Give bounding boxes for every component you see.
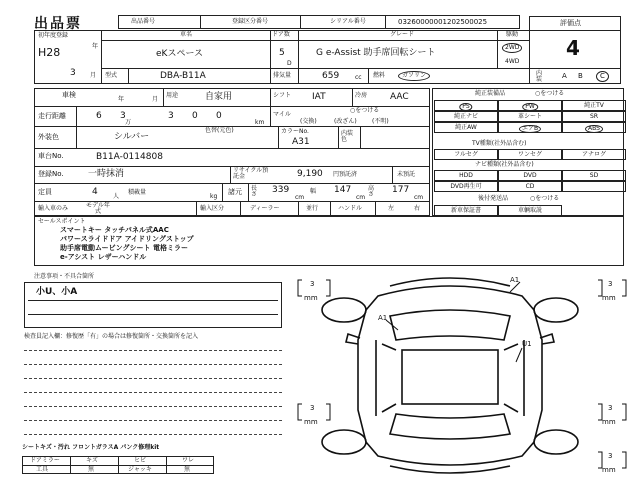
- int-color-label: 内装色: [341, 130, 354, 143]
- interior-c: C: [596, 71, 609, 82]
- inspector-label: 検査員記入欄：修復歴「有」の場合は修復箇所・交換箇所を記入: [24, 333, 199, 340]
- disp-value: 659: [322, 71, 340, 81]
- sales-point-label: セールスポイント: [38, 218, 86, 225]
- height-value: 177: [392, 185, 410, 195]
- equipment-cell: [562, 122, 626, 133]
- first-reg-month: 3: [70, 68, 76, 78]
- svg-text:mm: mm: [602, 418, 616, 426]
- exhibit-no-label: 出品番号: [131, 18, 156, 25]
- equipment-cell: [434, 181, 498, 192]
- inspection-label: 車検: [62, 91, 76, 99]
- mark-u1: U1: [522, 340, 532, 348]
- recycle-label: リサイクル預託金: [233, 167, 269, 180]
- first-reg-label: 初年度登録: [38, 32, 69, 39]
- notes-handwritten: 小U、小A: [36, 287, 78, 297]
- interior-a: A: [562, 72, 567, 80]
- car-diagram: [290, 270, 630, 478]
- notes-label: 注意事項・不具合箇所: [34, 273, 95, 280]
- odometer-digit: 6: [96, 111, 102, 121]
- interior-b: B: [578, 72, 583, 80]
- equipment-item: DVD再生可: [450, 183, 482, 190]
- svg-text:mm: mm: [304, 294, 318, 302]
- use-value: 自家用: [205, 92, 233, 102]
- svg-text:mm: mm: [602, 294, 616, 302]
- drive-4wd: 4WD: [505, 58, 520, 65]
- mile-label: マイル: [273, 111, 291, 118]
- equipment-cell: [434, 170, 498, 181]
- capacity-label: 定員: [38, 188, 52, 196]
- plate-value: 一時抹消: [88, 169, 125, 179]
- navi-title: ナビ種類(社外品含む): [475, 161, 534, 168]
- equipment-item: 新車保証書: [450, 207, 482, 214]
- equipment-cell: [498, 170, 562, 181]
- fuel-label: 燃料: [373, 72, 386, 79]
- dims-label: 諸元: [228, 188, 242, 196]
- equipment-item: DVD: [523, 172, 537, 179]
- import-label: 輸入車のみ: [38, 205, 69, 212]
- equipment-cell: [498, 111, 562, 122]
- equipment-item: アナログ: [581, 151, 607, 158]
- grade-label: グレード: [390, 31, 415, 38]
- chassis-label: 車台No.: [38, 152, 64, 160]
- equipment-cell: [562, 181, 626, 192]
- model-value: DBA-B11A: [160, 71, 206, 81]
- equipment-cell: [562, 170, 626, 181]
- later-title: 後付発送品: [478, 195, 509, 202]
- grade-value: G e-Assist 助手席回転シート: [316, 48, 436, 58]
- equipment-item: 純正TV: [584, 102, 604, 109]
- color-label: 外装色: [38, 133, 59, 141]
- equipment-cell: [498, 205, 562, 216]
- equipment-cell: [498, 149, 562, 160]
- drive-label: 駆動: [506, 31, 519, 38]
- svg-text:3: 3: [310, 404, 315, 412]
- equipment-item: 純正ナビ: [453, 113, 479, 120]
- sales-line-3: 助手席電動ムービングシート 電格ミラー: [60, 244, 188, 252]
- ac-value: AAC: [390, 92, 409, 102]
- tv-title: TV種類(社外品含む): [472, 140, 527, 147]
- color-no-label: カラーNo.: [281, 128, 309, 135]
- equipment-cell: [434, 149, 498, 160]
- load-label: 積載量: [128, 189, 147, 196]
- equipment-item: フルセグ: [454, 151, 478, 158]
- color-value: シルバー: [114, 132, 150, 142]
- equipment-item: ABS: [585, 125, 603, 133]
- car-name-label: 車名: [180, 31, 193, 38]
- car-name: eKスペース: [156, 49, 203, 59]
- capacity-value: 4: [92, 187, 98, 197]
- chassis-value: B11A-0114808: [96, 152, 163, 162]
- eval-label: 評価点: [560, 19, 581, 27]
- equipment-item: 車輌取説: [517, 207, 543, 214]
- door-label: ドア数: [272, 31, 290, 38]
- equipment-item: SD: [589, 172, 599, 179]
- odometer-digit: 0: [192, 111, 198, 121]
- sales-line-2: パワースライドドア アイドリングストップ: [60, 235, 194, 243]
- equipment-cell: [498, 100, 562, 111]
- equipment-cell: [562, 100, 626, 111]
- model-label: 型式: [105, 72, 118, 79]
- sales-line-1: スマートキー タッチパネル式AAC: [60, 226, 169, 234]
- equipment-item: 純正AW: [455, 124, 477, 131]
- shift-label: シフト: [273, 92, 292, 99]
- equipment-cell: [434, 100, 498, 111]
- eval-score: 4: [566, 36, 580, 60]
- odo-label: 走行距離: [38, 112, 66, 120]
- odometer-digit: 3: [120, 111, 126, 121]
- svg-text:mm: mm: [602, 466, 616, 474]
- recycle-value: 9,190: [297, 169, 323, 179]
- svg-text:3: 3: [608, 452, 613, 460]
- mark-a1-front: A1: [510, 276, 520, 284]
- svg-text:3: 3: [608, 404, 613, 412]
- equipment-cell: [498, 122, 562, 133]
- serial-label: シリアル番号: [330, 18, 366, 25]
- equipment-item: PW: [522, 103, 538, 111]
- length-value: 339: [272, 185, 290, 195]
- shift-value: IAT: [312, 92, 326, 102]
- equipment-cell: [498, 181, 562, 192]
- interior-label: 内装: [536, 70, 543, 83]
- reg-label: 登録区分番号: [232, 18, 269, 25]
- check-note: ○をつける: [350, 107, 380, 114]
- equipment-cell: [434, 122, 498, 133]
- sales-line-4: e-アシスト レザーハンドル: [60, 253, 147, 261]
- disp-label: 排気量: [273, 72, 292, 79]
- svg-text:mm: mm: [304, 418, 318, 426]
- width-value: 147: [334, 185, 352, 195]
- fuel-value: ガソリン: [398, 71, 430, 81]
- plate-label: 登録No.: [38, 170, 64, 178]
- first-reg-era: H28: [38, 46, 61, 59]
- equipment-cell: [434, 111, 498, 122]
- serial-value: 03260000001202500025: [398, 18, 488, 26]
- equipment-cell: [562, 111, 626, 122]
- equipment-cell: [434, 205, 498, 216]
- equipment-item: CD: [525, 183, 535, 190]
- svg-text:3: 3: [310, 280, 315, 288]
- equipment-item: PS: [459, 103, 472, 111]
- drive-2wd: 2WD: [502, 43, 522, 53]
- color-no-value: A31: [292, 137, 310, 147]
- equip-title: 純正装備品: [475, 90, 506, 97]
- odometer-digit: 0: [216, 111, 222, 121]
- svg-text:3: 3: [608, 280, 613, 288]
- use-label: 用途: [166, 92, 179, 99]
- equipment-cell: [562, 149, 626, 160]
- page-title: 出品票: [34, 16, 82, 32]
- door-value: 5: [279, 48, 285, 58]
- bottom-note: シートキズ・汚れ フロントガラスA パンク修理kit: [22, 444, 160, 451]
- mark-a1-left: A1: [378, 314, 388, 322]
- equipment-item: エアB: [519, 125, 541, 133]
- odometer-digit: 3: [168, 111, 174, 121]
- equipment-item: HDD: [459, 172, 473, 179]
- equipment-item: 革シート: [517, 113, 543, 120]
- ac-label: 冷房: [355, 92, 368, 99]
- equipment-item: SR: [590, 113, 598, 120]
- equipment-item: ワンセグ: [517, 151, 543, 158]
